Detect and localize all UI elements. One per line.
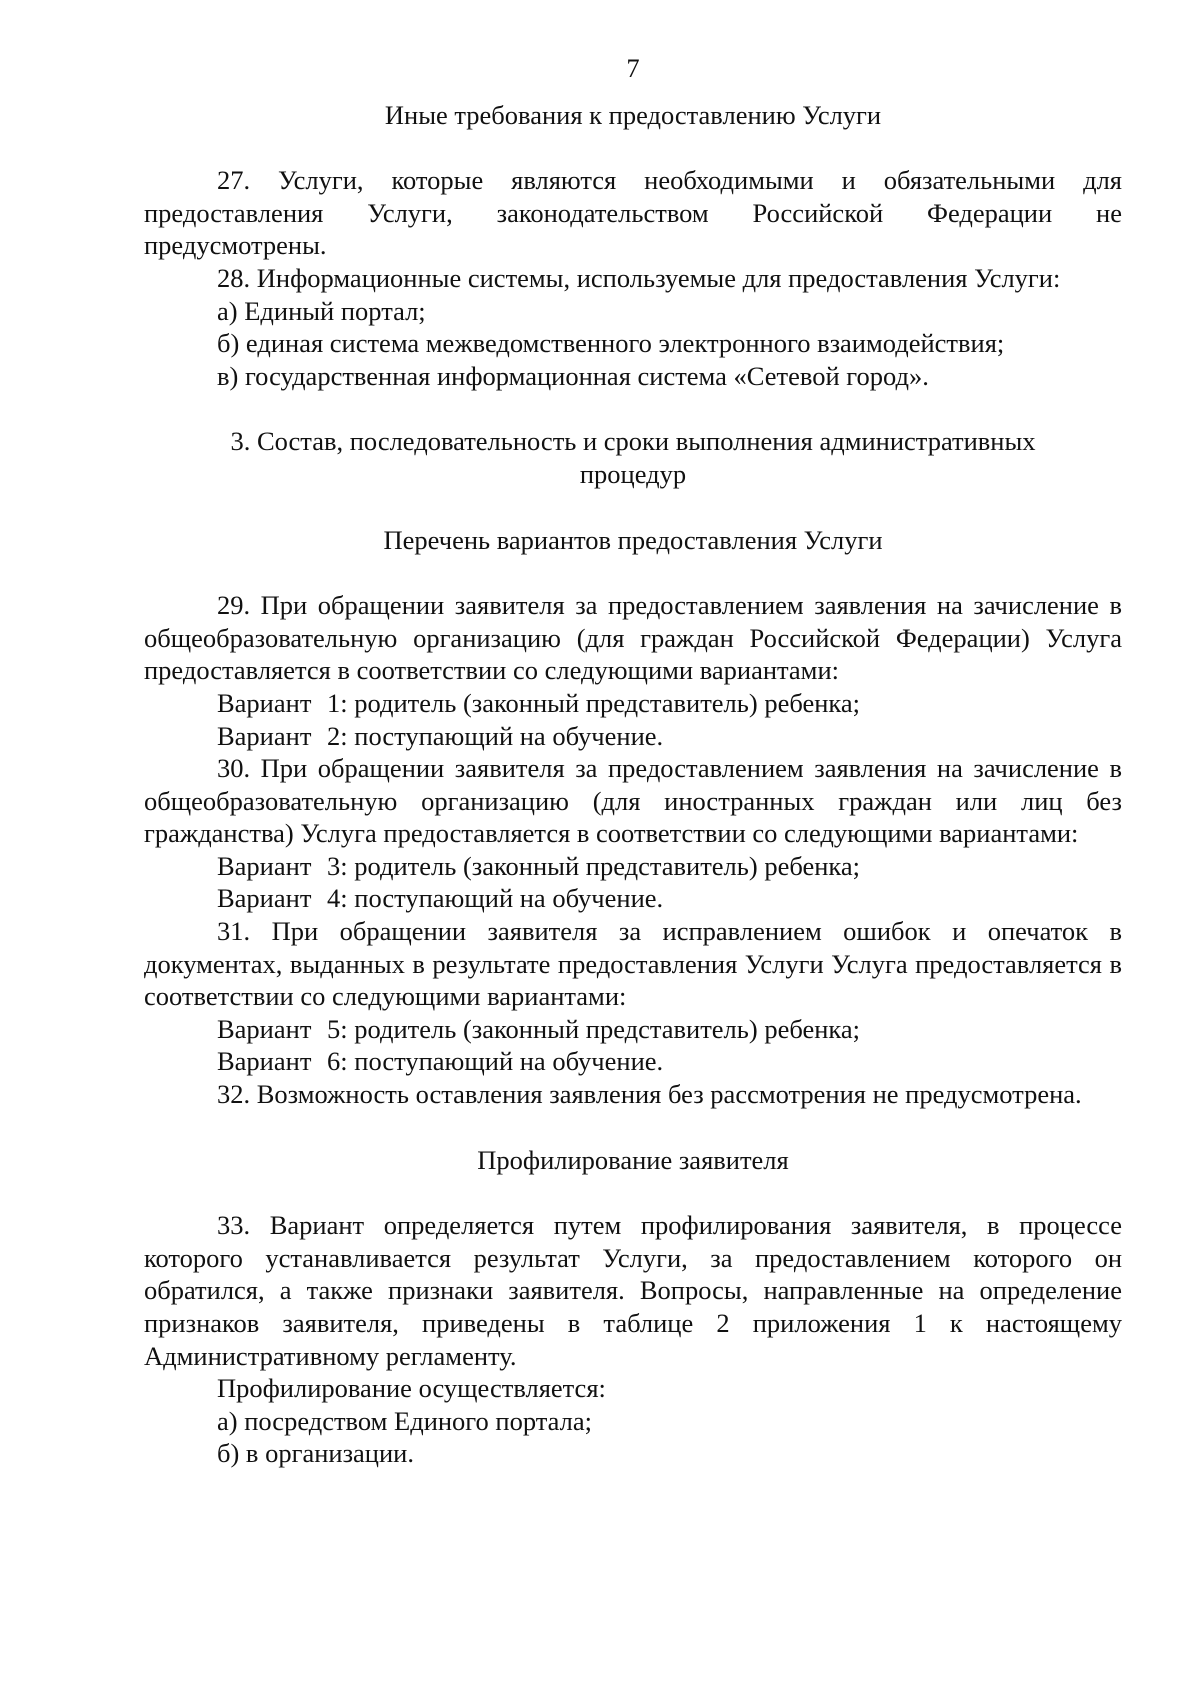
variant-5	[144, 1013, 1122, 1046]
spacer	[144, 491, 1122, 524]
paragraph-31: 31. При обращении заявителя за исправлением ошибок и опечаток в документах, выданных в результате предоставления Услуги Услуга предоставляется в соответствии со следующими вариантами:	[144, 916, 1122, 1012]
variant-text: поступающий на обучение.	[354, 883, 664, 914]
spacer	[144, 1111, 1122, 1144]
variant-text: родитель (законный представитель) ребенка;	[354, 687, 861, 718]
variant-label: Вариант	[217, 1046, 312, 1077]
paragraph-29: 29. При обращении заявителя за предоставлением заявления на зачисление в общеобразовательную организацию (для граждан Российской Федерации) Услуга предоставляется в соответствии со следующими вариантами:	[144, 590, 1122, 686]
page-number: 7	[626, 53, 640, 83]
variant-number: 6:	[327, 1046, 348, 1077]
list-item-28a: а) Единый портал;	[217, 295, 426, 326]
variant-text: поступающий на обучение.	[354, 1046, 664, 1077]
variant-number: 3:	[327, 850, 348, 881]
variant-number: 5:	[327, 1013, 348, 1044]
variant-number: 2:	[327, 720, 348, 751]
heading-profiling: Профилирование заявителя	[477, 1144, 789, 1175]
list-item-profiling-a: а) посредством Единого портала;	[217, 1405, 592, 1436]
heading-section-3: 3. Состав, последовательность и сроки выполнения административных процедур	[230, 426, 1036, 489]
heading-variants-list: Перечень вариантов предоставления Услуги	[383, 524, 883, 555]
variant-label: Вариант	[217, 850, 312, 881]
spacer	[144, 1176, 1122, 1209]
variant-2	[144, 720, 1122, 753]
profiling-intro: Профилирование осуществляется:	[217, 1373, 606, 1404]
variant-label: Вариант	[217, 883, 312, 914]
paragraph-28: 28. Информационные системы, используемые для предоставления Услуги:	[217, 262, 1061, 293]
spacer	[144, 556, 1122, 589]
variant-1	[144, 687, 1122, 720]
variant-number: 1:	[327, 687, 348, 718]
variant-4	[144, 882, 1122, 915]
paragraph-30: 30. При обращении заявителя за предоставлением заявления на зачисление в общеобразовательную организацию (для иностранных граждан или лиц без гражданства) Услуга предоставляется в соответствии со следующими вариантами:	[144, 753, 1122, 849]
variant-label: Вариант	[217, 720, 312, 751]
paragraph-33: 33. Вариант определяется путем профилирования заявителя, в процессе которого устанавливается результат Услуги, за предоставлением которого он обратился, а также признаки заявителя. Вопросы, направленные на определение признаков заявителя, приведены в таблице 2 приложения 1 к настоящему Административному регламенту.	[144, 1210, 1122, 1371]
list-item-28c: в) государственная информационная система «Сетевой город».	[217, 360, 929, 391]
paragraph-27: 27. Услуги, которые являются необходимыми и обязательными для предоставления Услуги, законодательством Российской Федерации не предусмотрены.	[144, 165, 1122, 261]
variant-3	[144, 850, 1122, 883]
variant-text: родитель (законный представитель) ребенка;	[354, 1013, 861, 1044]
variant-text: поступающий на обучение.	[354, 720, 664, 751]
list-item-28b: б) единая система межведомственного электронного взаимодействия;	[217, 328, 1005, 359]
variant-label: Вариант	[217, 687, 312, 718]
spacer	[144, 392, 1122, 425]
spacer	[144, 131, 1122, 164]
variant-text: родитель (законный представитель) ребенка;	[354, 850, 861, 881]
variant-6	[144, 1045, 1122, 1078]
paragraph-32: 32. Возможность оставления заявления без рассмотрения не предусмотрена.	[217, 1079, 1082, 1110]
list-item-profiling-b: б) в организации.	[217, 1438, 414, 1469]
document-page	[144, 52, 1122, 1470]
variant-number: 4:	[327, 883, 348, 914]
variant-label: Вариант	[217, 1013, 312, 1044]
heading-other-requirements: Иные требования к предоставлению Услуги	[384, 99, 882, 130]
